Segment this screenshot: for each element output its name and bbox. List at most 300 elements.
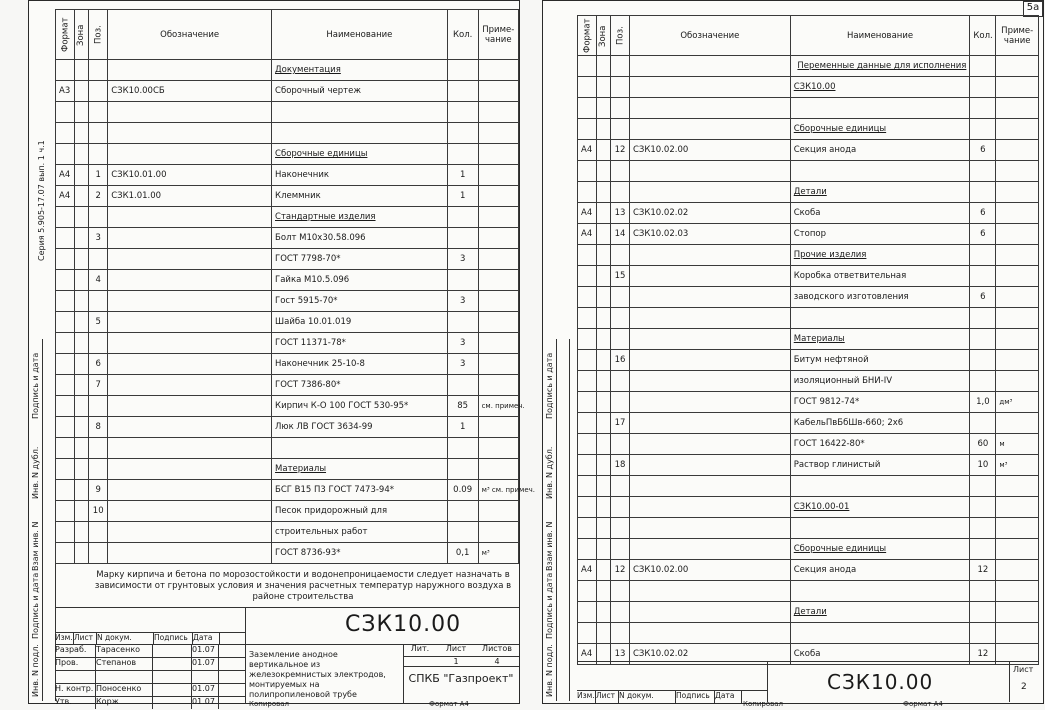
pos-cell bbox=[611, 182, 630, 203]
des-cell bbox=[108, 480, 272, 501]
name-cell: Детали bbox=[790, 602, 970, 623]
fmt-cell: А4 bbox=[578, 140, 597, 161]
des-cell bbox=[629, 413, 790, 434]
fmt-cell: А4 bbox=[56, 186, 75, 207]
name-cell: Наконечник 25-10-8 bbox=[272, 354, 448, 375]
des-cell bbox=[629, 98, 790, 119]
zone-cell bbox=[74, 375, 88, 396]
col-sign: Подпись bbox=[676, 691, 715, 703]
pos-cell: 9 bbox=[89, 480, 108, 501]
zone-cell bbox=[596, 581, 610, 602]
name-cell: Кирпич К-О 100 ГОСТ 530-95* bbox=[272, 396, 448, 417]
des-cell bbox=[629, 581, 790, 602]
person-role: Пров. bbox=[55, 658, 96, 670]
spec-row bbox=[56, 165, 519, 186]
side-label: Подпись и дата bbox=[545, 352, 554, 419]
note-cell bbox=[478, 60, 518, 81]
zone-cell bbox=[596, 119, 610, 140]
spec-row bbox=[56, 270, 519, 291]
fmt-cell: А4 bbox=[578, 560, 597, 581]
stamp-code: СЗК10.00 bbox=[345, 612, 462, 637]
pos-cell: 4 bbox=[89, 270, 108, 291]
pos-cell: 1 bbox=[89, 165, 108, 186]
note-cell bbox=[996, 308, 1039, 329]
zone-cell bbox=[596, 623, 610, 644]
fmt-cell bbox=[56, 438, 75, 459]
des-cell bbox=[629, 476, 790, 497]
spec-row bbox=[578, 266, 1039, 287]
zone-cell bbox=[74, 144, 88, 165]
name-cell: Наконечник bbox=[272, 165, 448, 186]
name-cell bbox=[272, 438, 448, 459]
des-cell bbox=[629, 182, 790, 203]
person-signature bbox=[153, 671, 192, 683]
header-pos: Поз. bbox=[89, 10, 108, 60]
header-designation: Обозначение bbox=[629, 16, 790, 56]
qty-cell: 3 bbox=[447, 291, 478, 312]
fmt-cell bbox=[578, 161, 597, 182]
col-doc: N докум. bbox=[97, 633, 154, 645]
zone-cell bbox=[596, 56, 610, 77]
sheet-value: 1 bbox=[453, 657, 459, 666]
des-cell bbox=[629, 497, 790, 518]
series-label: Серия 5.905-17.07 вып. 1 ч.1 bbox=[37, 140, 46, 261]
pos-cell bbox=[611, 602, 630, 623]
pos-cell bbox=[611, 434, 630, 455]
qty-cell bbox=[447, 501, 478, 522]
header-zone: Зона bbox=[74, 10, 88, 60]
format-label: Формат А4 bbox=[429, 700, 469, 708]
name-cell: Песок придорожный для bbox=[272, 501, 448, 522]
zone-cell bbox=[596, 182, 610, 203]
des-cell bbox=[108, 354, 272, 375]
right-sidebar bbox=[543, 339, 570, 701]
note-cell bbox=[996, 371, 1039, 392]
des-cell bbox=[629, 434, 790, 455]
fmt-cell bbox=[56, 207, 75, 228]
header-zone: Зона bbox=[596, 16, 610, 56]
fmt-cell bbox=[56, 291, 75, 312]
zone-cell bbox=[596, 308, 610, 329]
pos-cell: 5 bbox=[89, 312, 108, 333]
fmt-cell bbox=[578, 581, 597, 602]
spec-row bbox=[578, 308, 1039, 329]
note-cell bbox=[478, 501, 518, 522]
copied-label: Копировал bbox=[743, 700, 783, 708]
format-label: Формат А4 bbox=[903, 700, 943, 708]
right-stamp-code: СЗК10.00 bbox=[827, 670, 934, 694]
qty-cell bbox=[970, 476, 996, 497]
fmt-cell bbox=[56, 270, 75, 291]
qty-cell bbox=[970, 497, 996, 518]
des-cell bbox=[629, 245, 790, 266]
des-cell bbox=[108, 501, 272, 522]
zone-cell bbox=[74, 354, 88, 375]
qty-cell bbox=[970, 413, 996, 434]
zone-cell bbox=[74, 480, 88, 501]
name-cell bbox=[272, 123, 448, 144]
spec-row bbox=[56, 102, 519, 123]
col-doc: N докум. bbox=[619, 691, 676, 703]
name-cell bbox=[790, 308, 970, 329]
stamp-people bbox=[55, 644, 245, 709]
note-cell bbox=[478, 249, 518, 270]
qty-cell bbox=[970, 371, 996, 392]
qty-cell bbox=[447, 228, 478, 249]
note-cell bbox=[996, 581, 1039, 602]
note-cell: м³ bbox=[996, 455, 1039, 476]
name-cell: Переменные данные для исполнения bbox=[790, 56, 970, 77]
des-cell bbox=[108, 333, 272, 354]
spec-row bbox=[578, 413, 1039, 434]
side-label: Инв. N дубл. bbox=[545, 446, 554, 499]
header-name: Наименование bbox=[272, 10, 448, 60]
name-cell: ГОСТ 16422-80* bbox=[790, 434, 970, 455]
des-cell bbox=[629, 602, 790, 623]
qty-cell bbox=[970, 581, 996, 602]
qty-cell bbox=[447, 375, 478, 396]
note-cell bbox=[996, 98, 1039, 119]
note-cell bbox=[996, 518, 1039, 539]
fmt-cell: А4 bbox=[578, 224, 597, 245]
note-cell bbox=[478, 333, 518, 354]
qty-cell bbox=[970, 266, 996, 287]
zone-cell bbox=[596, 518, 610, 539]
qty-cell bbox=[970, 602, 996, 623]
des-cell bbox=[108, 291, 272, 312]
spec-row bbox=[578, 371, 1039, 392]
person-name bbox=[96, 671, 153, 683]
spec-row bbox=[578, 476, 1039, 497]
col-list: Лист bbox=[596, 691, 619, 703]
fmt-cell bbox=[578, 539, 597, 560]
qty-cell: 12 bbox=[970, 560, 996, 581]
note-cell bbox=[996, 224, 1039, 245]
lit-label: Лит. bbox=[410, 644, 430, 653]
des-cell bbox=[629, 119, 790, 140]
name-cell bbox=[790, 161, 970, 182]
qty-cell bbox=[447, 270, 478, 291]
name-cell: Скоба bbox=[790, 203, 970, 224]
name-cell: Гост 5915-70* bbox=[272, 291, 448, 312]
person-name: Поносенко bbox=[96, 684, 153, 696]
zone-cell bbox=[596, 224, 610, 245]
person-date bbox=[192, 671, 219, 683]
note-cell bbox=[996, 623, 1039, 644]
header-pos: Поз. bbox=[611, 16, 630, 56]
pos-cell bbox=[89, 459, 108, 480]
name-cell bbox=[790, 623, 970, 644]
qty-cell bbox=[447, 81, 478, 102]
col-date: Дата bbox=[715, 691, 742, 703]
person-date: 01.07 bbox=[192, 645, 219, 657]
fmt-cell bbox=[578, 56, 597, 77]
note-cell bbox=[478, 144, 518, 165]
note-cell bbox=[996, 413, 1039, 434]
name-cell: Скоба bbox=[790, 644, 970, 665]
fmt-cell bbox=[578, 287, 597, 308]
pos-cell bbox=[89, 438, 108, 459]
name-cell: Сборочные единицы bbox=[790, 539, 970, 560]
pos-cell: 12 bbox=[611, 560, 630, 581]
pos-cell: 6 bbox=[89, 354, 108, 375]
qty-cell bbox=[970, 56, 996, 77]
name-cell: Коробка ответвительная bbox=[790, 266, 970, 287]
pos-cell bbox=[611, 371, 630, 392]
spec-row bbox=[56, 249, 519, 270]
sheets-label: Листов bbox=[482, 644, 512, 653]
side-label: Инв. N дубл. bbox=[31, 446, 40, 499]
pos-cell bbox=[89, 60, 108, 81]
note-cell bbox=[996, 119, 1039, 140]
stamp-person-row bbox=[55, 683, 245, 696]
spec-row bbox=[578, 581, 1039, 602]
des-cell bbox=[108, 144, 272, 165]
fmt-cell bbox=[56, 60, 75, 81]
des-cell bbox=[629, 77, 790, 98]
note-cell bbox=[996, 140, 1039, 161]
fmt-cell bbox=[56, 522, 75, 543]
pos-cell bbox=[611, 245, 630, 266]
name-cell: Секция анода bbox=[790, 140, 970, 161]
note-cell bbox=[478, 102, 518, 123]
pos-cell bbox=[611, 497, 630, 518]
side-label: Подпись и дата bbox=[31, 572, 40, 639]
qty-cell: 12 bbox=[970, 644, 996, 665]
col-list: Лист bbox=[74, 633, 97, 645]
zone-cell bbox=[596, 455, 610, 476]
note-cell bbox=[478, 291, 518, 312]
fmt-cell bbox=[578, 245, 597, 266]
pos-cell: 14 bbox=[611, 224, 630, 245]
qty-cell bbox=[970, 623, 996, 644]
page-number: 5a bbox=[1023, 1, 1043, 17]
pos-cell bbox=[611, 308, 630, 329]
side-label: Инв. N подл. bbox=[31, 644, 40, 697]
pos-cell bbox=[89, 123, 108, 144]
side-label: Взам инв. N bbox=[545, 521, 554, 571]
right-stamp bbox=[577, 661, 1039, 702]
spec-row bbox=[578, 539, 1039, 560]
zone-cell bbox=[74, 396, 88, 417]
des-cell bbox=[629, 539, 790, 560]
qty-cell: 6 bbox=[970, 287, 996, 308]
zone-cell bbox=[596, 434, 610, 455]
spec-row bbox=[578, 203, 1039, 224]
qty-cell: 60 bbox=[970, 434, 996, 455]
spec-row bbox=[578, 161, 1039, 182]
des-cell bbox=[108, 249, 272, 270]
fmt-cell bbox=[56, 354, 75, 375]
pos-cell bbox=[611, 329, 630, 350]
note-cell bbox=[478, 228, 518, 249]
name-cell: Стопор bbox=[790, 224, 970, 245]
spec-row bbox=[56, 60, 519, 81]
person-date: 01.07 bbox=[192, 658, 219, 670]
qty-cell: 1 bbox=[447, 186, 478, 207]
fmt-cell bbox=[578, 392, 597, 413]
note-cell bbox=[996, 602, 1039, 623]
fmt-cell bbox=[56, 312, 75, 333]
zone-cell bbox=[74, 207, 88, 228]
spec-row bbox=[578, 497, 1039, 518]
fmt-cell bbox=[56, 333, 75, 354]
fmt-cell bbox=[56, 123, 75, 144]
fmt-cell bbox=[578, 98, 597, 119]
spec-row bbox=[56, 228, 519, 249]
pos-cell: 12 bbox=[611, 140, 630, 161]
name-cell: Материалы bbox=[790, 329, 970, 350]
note-cell bbox=[478, 417, 518, 438]
des-cell bbox=[108, 459, 272, 480]
qty-cell bbox=[970, 77, 996, 98]
sheet-label: Лист bbox=[445, 644, 467, 653]
des-cell bbox=[108, 228, 272, 249]
qty-cell bbox=[447, 522, 478, 543]
spec-row bbox=[578, 329, 1039, 350]
des-cell bbox=[629, 308, 790, 329]
note-cell bbox=[996, 161, 1039, 182]
name-cell: Прочие изделия bbox=[790, 245, 970, 266]
pos-cell: 8 bbox=[89, 417, 108, 438]
des-cell bbox=[108, 438, 272, 459]
note-cell bbox=[478, 123, 518, 144]
stamp-person-row bbox=[55, 644, 245, 657]
zone-cell bbox=[596, 140, 610, 161]
note-cell bbox=[478, 165, 518, 186]
qty-cell: 1 bbox=[447, 417, 478, 438]
side-label: Подпись и дата bbox=[545, 572, 554, 639]
note-cell bbox=[478, 270, 518, 291]
zone-cell bbox=[74, 312, 88, 333]
spec-row bbox=[56, 354, 519, 375]
person-signature bbox=[153, 697, 192, 709]
spec-row bbox=[56, 81, 519, 102]
zone-cell bbox=[596, 497, 610, 518]
fmt-cell: А4 bbox=[56, 165, 75, 186]
fmt-cell bbox=[578, 623, 597, 644]
name-cell: СЗК10.00-01 bbox=[790, 497, 970, 518]
zone-cell bbox=[74, 60, 88, 81]
note-cell bbox=[478, 207, 518, 228]
name-cell bbox=[272, 102, 448, 123]
qty-cell bbox=[447, 60, 478, 81]
des-cell: СЗК10.01.00 bbox=[108, 165, 272, 186]
pos-cell: 18 bbox=[611, 455, 630, 476]
spec-row bbox=[56, 312, 519, 333]
des-cell: СЗК1.01.00 bbox=[108, 186, 272, 207]
name-cell: ГОСТ 8736-93* bbox=[272, 543, 448, 564]
zone-cell bbox=[596, 329, 610, 350]
spec-row bbox=[578, 98, 1039, 119]
note-cell bbox=[996, 287, 1039, 308]
zone-cell bbox=[74, 81, 88, 102]
note-cell: см. примеч. bbox=[478, 396, 518, 417]
zone-cell bbox=[74, 291, 88, 312]
spec-row bbox=[56, 459, 519, 480]
pos-cell bbox=[611, 98, 630, 119]
name-cell: Сборочные единицы bbox=[272, 144, 448, 165]
spec-row bbox=[56, 291, 519, 312]
zone-cell bbox=[74, 270, 88, 291]
spec-row bbox=[578, 182, 1039, 203]
right-spec-table bbox=[577, 15, 1039, 665]
qty-cell bbox=[970, 182, 996, 203]
spec-row bbox=[578, 623, 1039, 644]
des-cell bbox=[629, 161, 790, 182]
des-cell bbox=[629, 287, 790, 308]
stamp-title: Заземление анодное вертикальное из железокремнистых электродов, монтируемых на полипропиленовой трубе bbox=[249, 650, 386, 699]
pos-cell bbox=[89, 291, 108, 312]
spec-row bbox=[578, 455, 1039, 476]
pos-cell bbox=[611, 287, 630, 308]
stamp-person-row bbox=[55, 670, 245, 683]
des-cell bbox=[108, 60, 272, 81]
spec-row bbox=[578, 350, 1039, 371]
person-name: Тарасенко bbox=[96, 645, 153, 657]
qty-cell: 0.09 bbox=[447, 480, 478, 501]
note-cell bbox=[996, 560, 1039, 581]
spec-row bbox=[578, 434, 1039, 455]
zone-cell bbox=[74, 228, 88, 249]
zone-cell bbox=[74, 165, 88, 186]
left-spec-table bbox=[55, 9, 535, 564]
pos-cell bbox=[611, 581, 630, 602]
side-label: Подпись и дата bbox=[31, 352, 40, 419]
des-cell: СЗК10.02.00 bbox=[629, 560, 790, 581]
pos-cell: 13 bbox=[611, 644, 630, 665]
qty-cell: 3 bbox=[447, 354, 478, 375]
spec-row bbox=[56, 438, 519, 459]
header-qty: Кол. bbox=[970, 16, 996, 56]
fmt-cell bbox=[578, 413, 597, 434]
note-cell bbox=[996, 476, 1039, 497]
pos-cell bbox=[89, 522, 108, 543]
person-role: Утв. bbox=[55, 697, 96, 709]
des-cell bbox=[629, 350, 790, 371]
pos-cell: 3 bbox=[89, 228, 108, 249]
fmt-cell bbox=[56, 459, 75, 480]
qty-cell bbox=[970, 350, 996, 371]
name-cell: Битум нефтяной bbox=[790, 350, 970, 371]
person-signature bbox=[153, 645, 192, 657]
person-name: Степанов bbox=[96, 658, 153, 670]
spec-row bbox=[56, 375, 519, 396]
fmt-cell bbox=[56, 480, 75, 501]
spec-row bbox=[56, 543, 519, 564]
spec-row bbox=[56, 501, 519, 522]
zone-cell bbox=[74, 459, 88, 480]
name-cell: Детали bbox=[790, 182, 970, 203]
fmt-cell bbox=[56, 396, 75, 417]
qty-cell: 6 bbox=[970, 224, 996, 245]
fmt-cell bbox=[578, 518, 597, 539]
pos-cell: 2 bbox=[89, 186, 108, 207]
note-cell bbox=[996, 329, 1039, 350]
qty-cell: 6 bbox=[970, 203, 996, 224]
person-date: 01.07 bbox=[192, 697, 219, 709]
name-cell: Клеммник bbox=[272, 186, 448, 207]
pos-cell bbox=[611, 56, 630, 77]
left-sidebar bbox=[29, 339, 56, 701]
des-cell bbox=[108, 123, 272, 144]
des-cell bbox=[108, 270, 272, 291]
header-note: Приме-чание bbox=[996, 16, 1039, 56]
zone-cell bbox=[596, 77, 610, 98]
note-cell bbox=[996, 203, 1039, 224]
fmt-cell bbox=[578, 308, 597, 329]
pos-cell bbox=[611, 392, 630, 413]
